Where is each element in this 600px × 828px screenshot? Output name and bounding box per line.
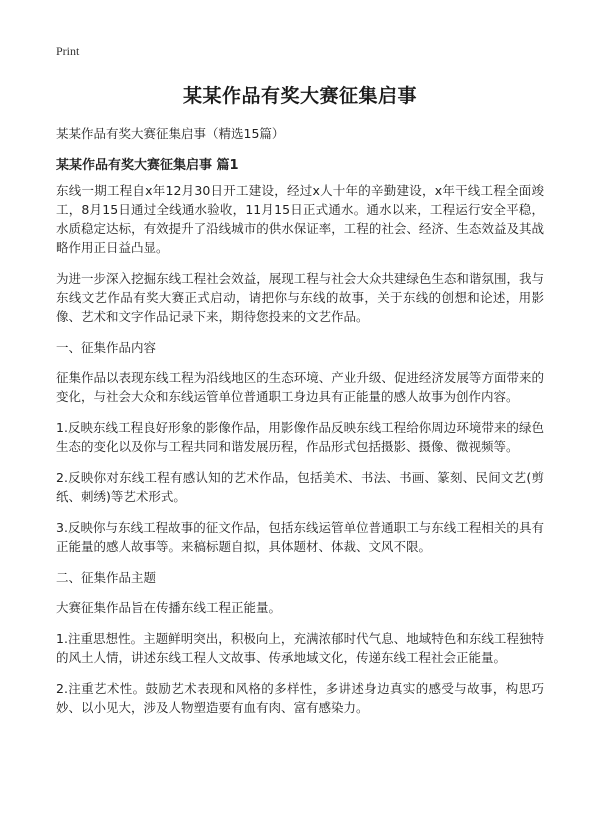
document-subtitle: 某某作品有奖大赛征集启事（精选15篇）	[56, 126, 285, 141]
section-title: 某某作品有奖大赛征集启事 篇1	[56, 158, 239, 173]
list-item: 2.注重艺术性。鼓励艺术表现和风格的多样性，多讲述身边真实的感受与故事，构思巧妙、以小见大，涉及人物塑造要有血有肉、富有感染力。	[56, 681, 544, 715]
paragraph: 为进一步深入挖掘东线工程社会效益，展现工程与社会大众共建绿色生态和谐氛围，我与东线文艺作品有奖大赛正式启动，请把你与东线的故事，关于东线的创想和论述，用影像、艺术和文字作品记录下来，期待您投来的文艺作品。	[56, 271, 544, 324]
list-item: 1.反映东线工程良好形象的影像作品，用影像作品反映东线工程给你周边环境带来的绿色生态的变化以及你与工程共同和谐发展历程，作品形式包括摄影、摄像、微视频等。	[56, 420, 544, 454]
list-item: 3.反映你与东线工程故事的征文作品，包括东线运管单位普通职工与东线工程相关的具有正能量的感人故事等。来稿标题自拟，具体题材、体裁、文风不限。	[56, 520, 544, 554]
paragraph: 东线一期工程自x年12月30日开工建设，经过x人十年的辛勤建设，x年干线工程全面竣工，8月15日通过全线通水验收，11月15日正式通水。通水以来，工程运行安全平稳，水质稳定达标，有效提升了沿线城市的供水保证率，工程的社会、经济、生态效益及其战略作用正日益凸显。	[56, 183, 544, 255]
paragraph: 大赛征集作品旨在传播东线工程正能量。	[56, 600, 282, 615]
section-heading-content: 一、征集作品内容	[56, 340, 157, 355]
list-item: 2.反映你对东线工程有感认知的艺术作品，包括美术、书法、书画、篆刻、民间文艺(剪纸、刺绣)等艺术形式。	[56, 470, 544, 504]
section-heading-theme: 二、征集作品主题	[56, 570, 157, 585]
page-title: 某某作品有奖大赛征集启事	[182, 85, 417, 107]
paragraph: 征集作品以表现东线工程为沿线地区的生态环境、产业升级、促进经济发展等方面带来的变化，与社会大众和东线运管单位普通职工身边具有正能量的感人故事为创作内容。	[56, 370, 544, 404]
print-label: Print	[56, 44, 80, 58]
list-item: 1.注重思想性。主题鲜明突出，积极向上，充满浓郁时代气息、地域特色和东线工程独特的风土人情，讲述东线工程人文故事、传承地域文化，传递东线工程社会正能量。	[56, 631, 544, 665]
